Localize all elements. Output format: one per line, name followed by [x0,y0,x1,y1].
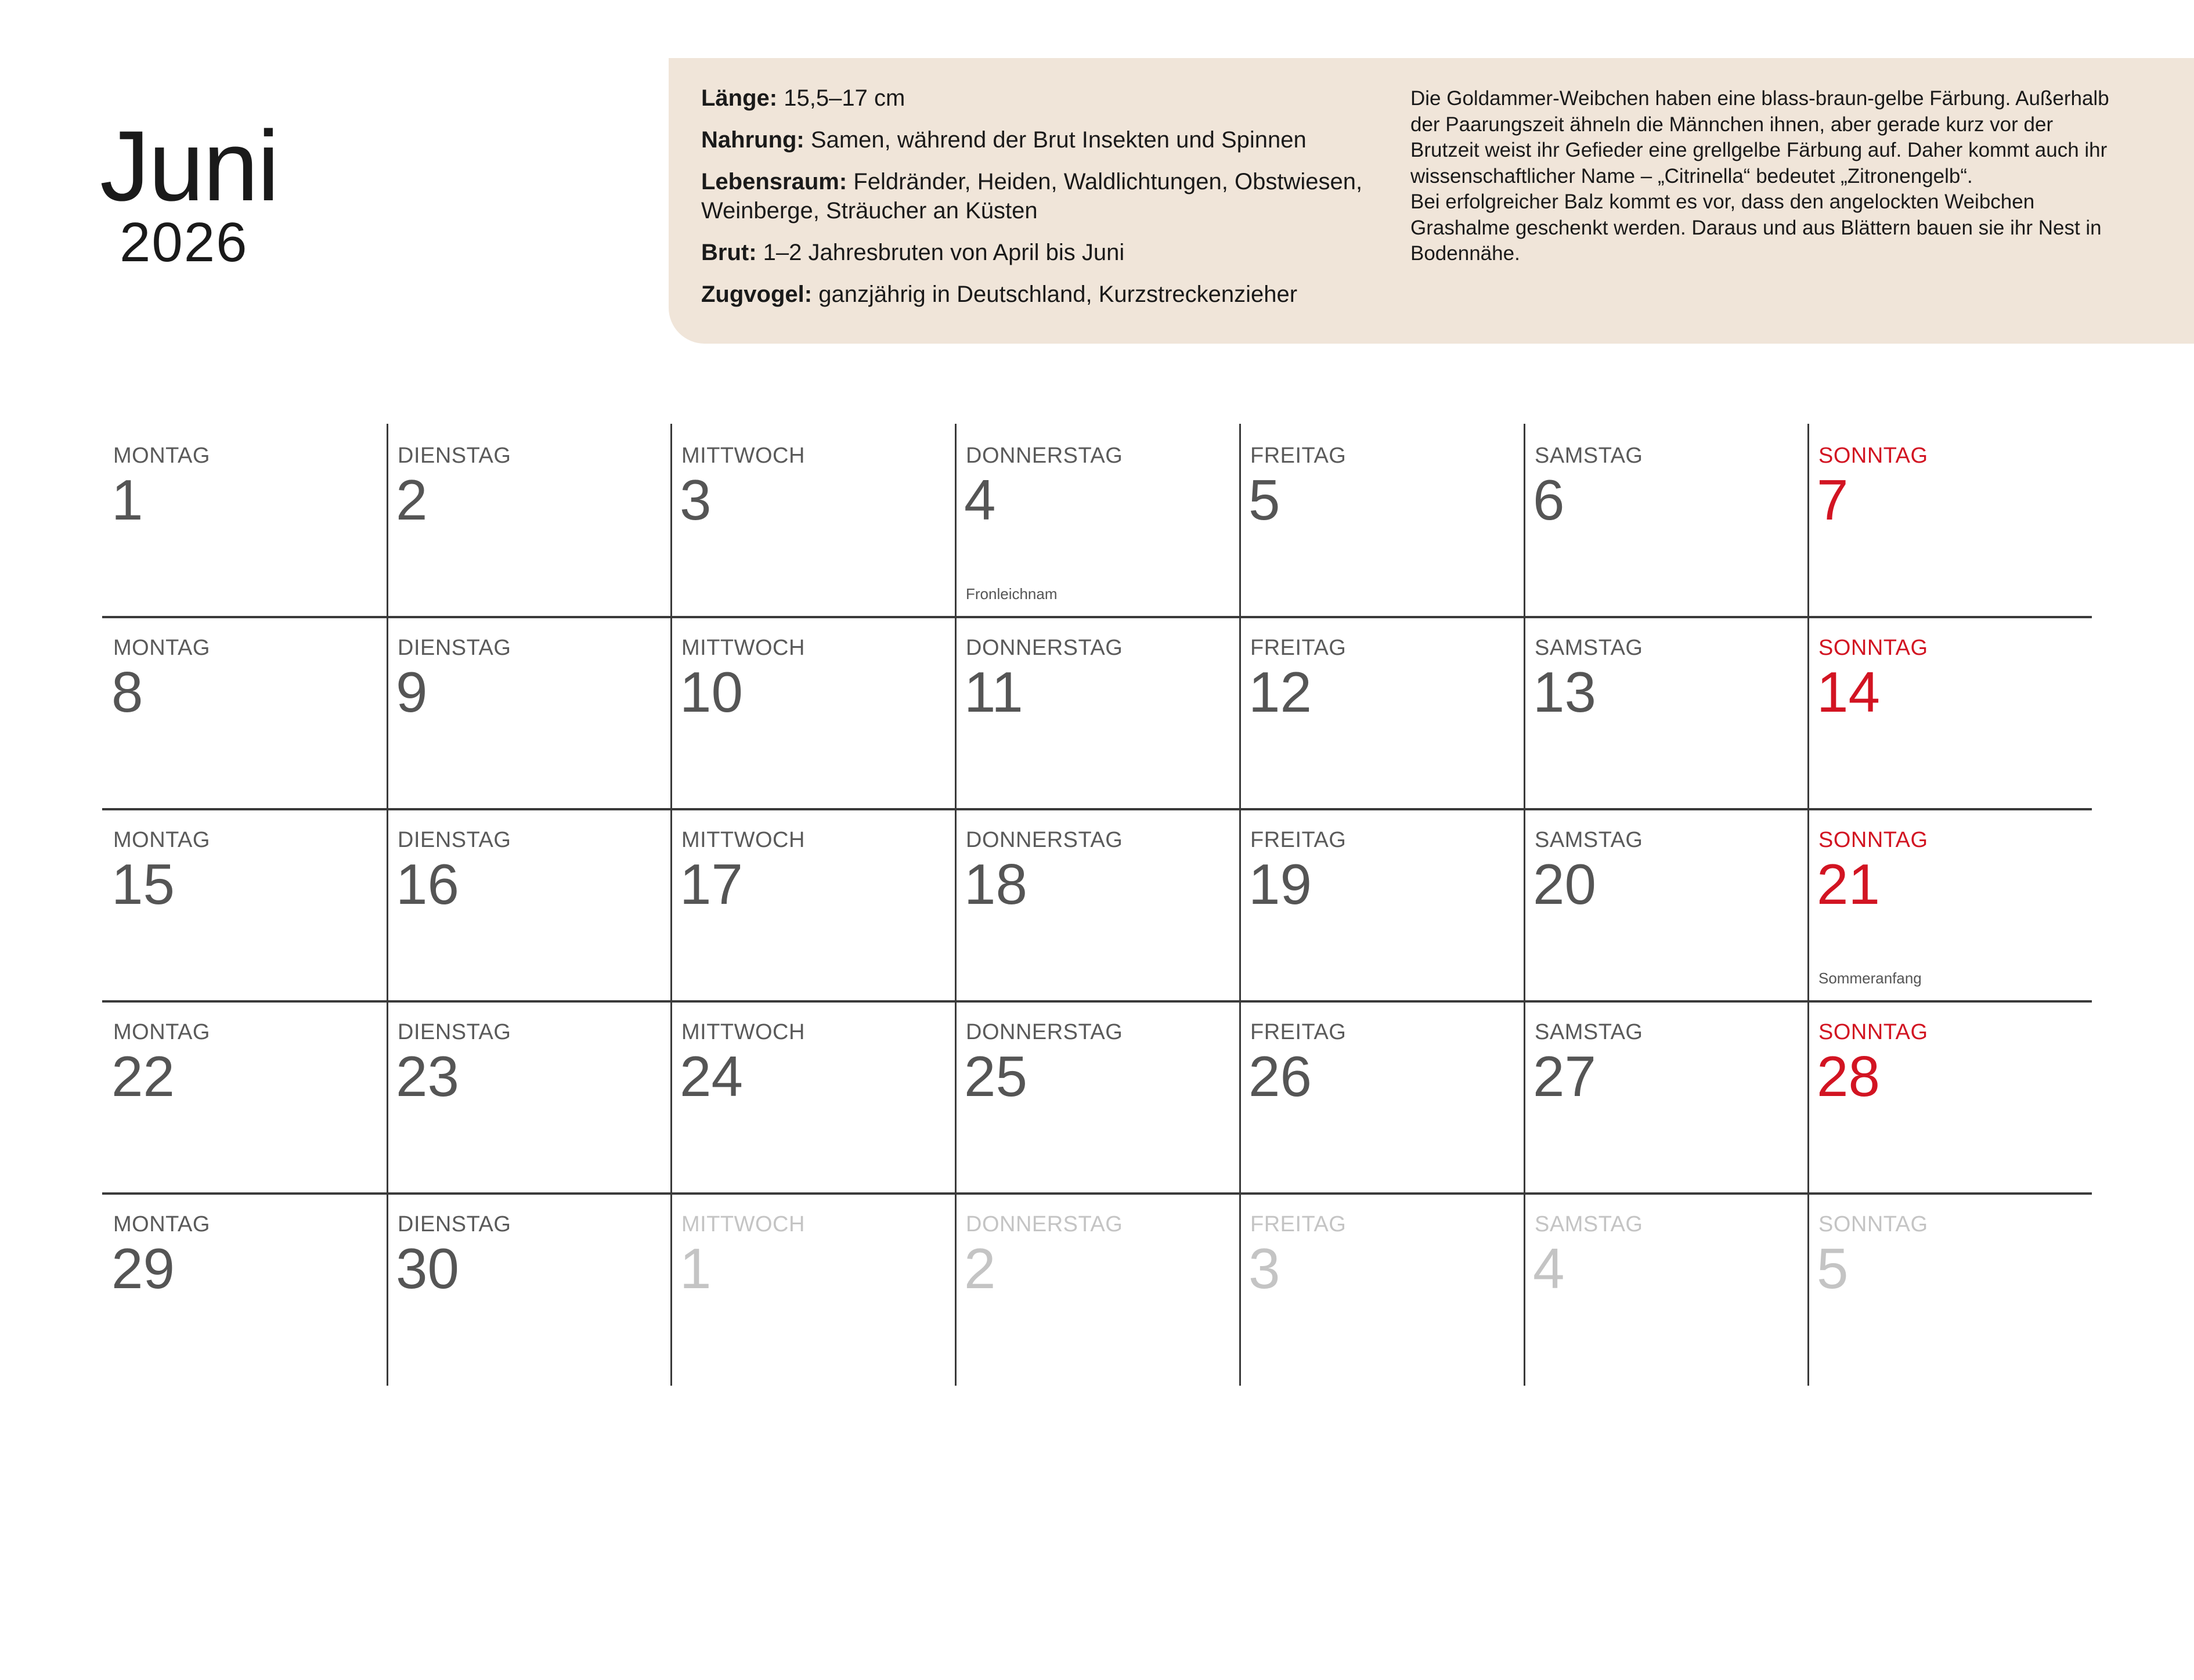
weekday-label: DIENSTAG [398,444,511,468]
day-cell[interactable] [670,424,955,616]
day-cell[interactable] [1239,616,1524,808]
bird-facts [701,84,1374,322]
day-number: 10 [680,660,744,724]
weekday-label: SONNTAG [1818,1020,1928,1044]
weekday-label: MONTAG [113,1020,210,1044]
weekday-label: DIENSTAG [398,828,511,852]
weekday-label: SAMSTAG [1535,1020,1643,1044]
weekday-label: SONNTAG [1818,1212,1928,1236]
fact-breeding: Brut: 1–2 Jahresbruten von April bis Juni [701,240,1125,265]
day-number: 6 [1533,468,1565,532]
day-number: 19 [1248,852,1312,916]
weekday-label: FREITAG [1250,828,1347,852]
weekday-label: FREITAG [1250,636,1347,660]
day-number: 28 [1817,1044,1881,1108]
fact-habitat: Lebensraum: Feldränder, Heiden, Waldlichtungen, Obstwiesen, Weinberge, Sträucher an Küsten [701,169,1363,223]
weekday-label: MITTWOCH [681,444,805,468]
calendar-grid [102,424,2092,1386]
day-number: 14 [1817,660,1881,724]
day-number: 11 [964,660,1023,724]
day-cell[interactable] [670,1000,955,1192]
day-cell[interactable] [955,1192,1239,1385]
weekday-label: DONNERSTAG [966,1020,1123,1044]
day-cell[interactable] [1239,1192,1524,1385]
weekday-label: SONNTAG [1818,636,1928,660]
day-cell[interactable] [387,424,671,616]
weekday-label: SAMSTAG [1535,444,1643,468]
day-cell[interactable] [955,808,1239,1000]
day-cell[interactable] [1524,1192,1808,1385]
day-number: 27 [1533,1044,1597,1108]
weekday-label: DIENSTAG [398,1212,511,1236]
weekday-label: DIENSTAG [398,1020,511,1044]
day-cell[interactable] [955,1000,1239,1192]
day-number: 1 [680,1236,712,1300]
day-cell[interactable] [102,1000,387,1192]
day-cell[interactable] [1807,1000,2092,1192]
weekday-label: FREITAG [1250,444,1347,468]
day-cell[interactable] [387,616,671,808]
day-cell[interactable] [1524,808,1808,1000]
day-number: 3 [1248,1236,1280,1300]
description-paragraph: Die Goldammer-Weibchen haben eine blass-braun-gelbe Färbung. Außerhalb der Paarungszeit ähneln die Männchen ihnen, aber gerade kurz vor der Brutzeit weist ihr Gefieder eine grellgelbe Färbung auf. Daher kommt auch ihr wissenschaftlicher Name – „Citrinella“ bedeutet „Zitronengelb“. [1410,87,2109,188]
day-number: 18 [964,852,1028,916]
day-number: 21 [1817,852,1881,916]
weekday-label: FREITAG [1250,1212,1347,1236]
holiday-note: Sommeranfang [1818,969,1922,987]
day-cell[interactable] [670,808,955,1000]
weekday-label: SONNTAG [1818,444,1928,468]
day-cell[interactable] [1807,424,2092,616]
weekday-label: MONTAG [113,1212,210,1236]
weekday-label: MITTWOCH [681,1020,805,1044]
day-number: 25 [964,1044,1028,1108]
day-cell[interactable] [1807,808,2092,1000]
weekday-label: MITTWOCH [681,828,805,852]
day-number: 26 [1248,1044,1312,1108]
day-cell[interactable] [955,616,1239,808]
weekday-label: MONTAG [113,444,210,468]
day-number: 12 [1248,660,1312,724]
description-paragraph: Bei erfolgreicher Balz kommt es vor, dass den angelockten Weibchen Grashalme geschenkt werden. Daraus und aus Blättern bauen sie ihr Nest in Bodennähe. [1410,190,2102,265]
day-cell[interactable] [1239,424,1524,616]
day-number: 5 [1248,468,1280,532]
weekday-label: DIENSTAG [398,636,511,660]
year-title: 2026 [120,211,248,273]
bird-info-panel [669,58,2194,344]
day-number: 17 [680,852,744,916]
weekday-label: MONTAG [113,828,210,852]
day-cell[interactable] [102,616,387,808]
weekday-label: DONNERSTAG [966,636,1123,660]
fact-migration: Zugvogel: ganzjährig in Deutschland, Kurzstreckenzieher [701,282,1298,307]
day-number: 30 [396,1236,460,1300]
day-cell[interactable] [670,1192,955,1385]
day-number: 29 [111,1236,175,1300]
day-cell[interactable] [955,424,1239,616]
day-cell[interactable] [102,808,387,1000]
day-cell[interactable] [1807,1192,2092,1385]
day-number: 15 [111,852,175,916]
day-cell[interactable] [102,424,387,616]
day-cell[interactable] [1807,616,2092,808]
day-number: 8 [111,660,143,724]
day-cell[interactable] [670,616,955,808]
weekday-label: MITTWOCH [681,636,805,660]
weekday-label: DONNERSTAG [966,828,1123,852]
weekday-label: DONNERSTAG [966,444,1123,468]
day-cell[interactable] [1524,616,1808,808]
bird-description [1410,86,2124,267]
day-number: 4 [1533,1236,1565,1300]
day-cell[interactable] [387,1000,671,1192]
day-number: 2 [964,1236,996,1300]
day-cell[interactable] [1524,1000,1808,1192]
weekday-label: SAMSTAG [1535,1212,1643,1236]
holiday-note: Fronleichnam [966,585,1058,603]
day-number: 5 [1817,1236,1849,1300]
day-cell[interactable] [387,808,671,1000]
fact-length: Länge: 15,5–17 cm [701,85,905,111]
weekday-label: MONTAG [113,636,210,660]
day-number: 7 [1817,468,1849,532]
weekday-label: SONNTAG [1818,828,1928,852]
day-number: 16 [396,852,460,916]
day-number: 24 [680,1044,744,1108]
day-number: 4 [964,468,996,532]
day-number: 9 [396,660,428,724]
weekday-label: FREITAG [1250,1020,1347,1044]
day-cell[interactable] [1524,424,1808,616]
day-number: 23 [396,1044,460,1108]
day-number: 1 [111,468,143,532]
weekday-label: DONNERSTAG [966,1212,1123,1236]
month-title: Juni [100,110,279,222]
fact-food: Nahrung: Samen, während der Brut Insekten und Spinnen [701,127,1307,153]
day-number: 13 [1533,660,1597,724]
day-number: 2 [396,468,428,532]
weekday-label: MITTWOCH [681,1212,805,1236]
day-cell[interactable] [1239,1000,1524,1192]
day-cell[interactable] [1239,808,1524,1000]
day-cell[interactable] [387,1192,671,1385]
day-number: 22 [111,1044,175,1108]
weekday-label: SAMSTAG [1535,636,1643,660]
weekday-label: SAMSTAG [1535,828,1643,852]
day-number: 20 [1533,852,1597,916]
day-cell[interactable] [102,1192,387,1385]
day-number: 3 [680,468,712,532]
